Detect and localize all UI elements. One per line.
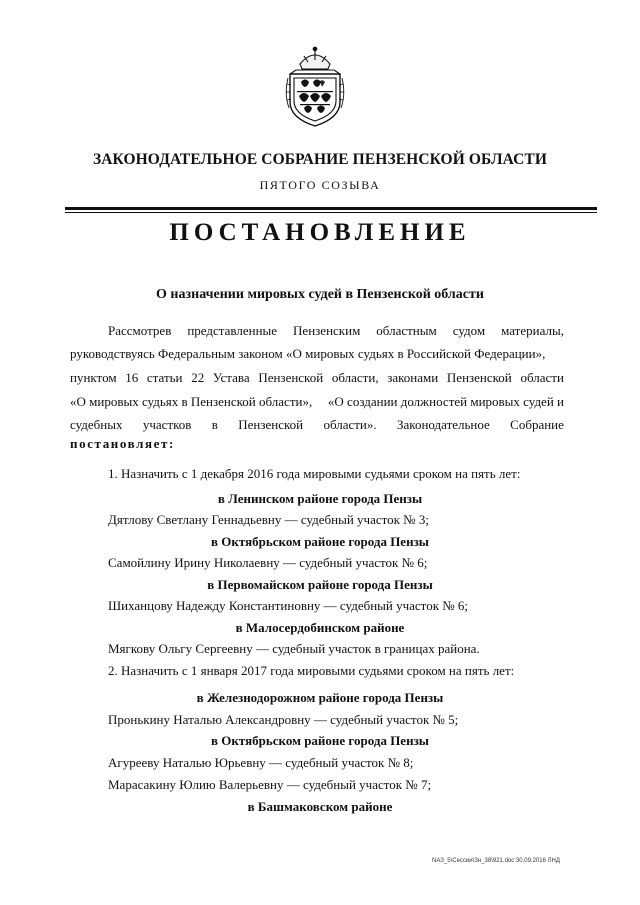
preamble-word: области: [520, 370, 564, 385]
preamble-word: участков: [142, 417, 192, 432]
preamble-word: Пензенским: [293, 323, 361, 338]
judge-appointment: Мягкову Ольгу Сергеевну — судебный участок в границах района.: [108, 641, 480, 656]
preamble-line-4: [70, 394, 564, 410]
preamble-word: Пензенской: [258, 370, 324, 385]
district-heading: в Октябрьском районе города Пензы: [211, 733, 429, 748]
district-heading: в Октябрьском районе города Пензы: [211, 534, 429, 549]
district-heading: в Малосердобинском районе: [235, 620, 405, 635]
preamble-word: представленные: [187, 323, 278, 338]
preamble-word: 16: [125, 370, 139, 385]
preamble-word: пунктом: [70, 370, 117, 385]
item-1-text: 1. Назначить с 1 декабря 2016 года мировыми судьями сроком на пять лет:: [108, 466, 521, 481]
preamble-segment: «О мировых судьях в Пензенской области»,: [70, 394, 313, 409]
document-type-title: ПОСТАНОВЛЕНИЕ: [169, 219, 471, 246]
preamble-word: 22: [191, 370, 205, 385]
preamble-word: судебных: [70, 417, 123, 432]
judge-appointment: Марасакину Юлию Валерьевну — судебный участок № 7;: [108, 777, 432, 792]
preamble-word: Устава: [212, 370, 250, 385]
preamble-segment: «О создании должностей мировых судей и: [327, 394, 564, 409]
district-heading: в Башмаковском районе: [247, 799, 393, 814]
organization-title: ЗАКОНОДАТЕЛЬНОЕ СОБРАНИЕ ПЕНЗЕНСКОЙ ОБЛАСТИ: [92, 151, 548, 168]
preamble-word: Пензенской: [238, 417, 304, 432]
header-divider: [65, 207, 597, 213]
preamble-word: в: [211, 417, 218, 432]
judge-appointment: Дятлову Светлану Геннадьевну — судебный участок № 3;: [108, 512, 429, 527]
convocation-label: ПЯТОГО СОЗЫВА: [259, 178, 381, 192]
district-heading: в Железнодорожном районе города Пензы: [196, 690, 444, 705]
resolves-keyword: постановляет:: [70, 436, 175, 451]
judge-appointment: Самойлину Ирину Николаевну — судебный участок № 6;: [108, 555, 428, 570]
preamble-word: Рассмотрев: [108, 323, 172, 338]
preamble-line-5: [70, 417, 564, 433]
document-subject: О назначении мировых судей в Пензенской области: [156, 287, 484, 302]
preamble-word: материалы,: [501, 323, 564, 338]
preamble-line-2: руководствуясь Федеральным законом «О мировых судьях в Российской Федерации»,: [70, 346, 546, 361]
judge-appointment: Шиханцову Надежду Константиновну — судебный участок № 6;: [108, 598, 469, 613]
file-path-footer: NАЗ_5\Сессии\Зн_38\921.doc 30.09.2016 ЛНД: [432, 858, 560, 864]
preamble-word: статьи: [146, 370, 183, 385]
preamble-word: Пензенской: [446, 370, 512, 385]
judge-appointment: Агурееву Наталью Юрьевну — судебный участок № 8;: [108, 755, 414, 770]
district-heading: в Ленинском районе города Пензы: [217, 491, 423, 506]
preamble-word: областным: [376, 323, 437, 338]
district-heading: в Первомайском районе города Пензы: [207, 577, 433, 592]
preamble-word: законами: [387, 370, 439, 385]
preamble-word: области».: [323, 417, 377, 432]
coat-of-arms-icon: [284, 44, 346, 128]
preamble-word: Собрание: [510, 417, 564, 432]
item-2-text: 2. Назначить с 1 января 2017 года мировыми судьями сроком на пять лет:: [108, 663, 515, 678]
preamble-word: Законодательное: [397, 417, 490, 432]
judge-appointment: Пронькину Наталью Александровну — судебный участок № 5;: [108, 712, 459, 727]
preamble-line-3: [70, 370, 564, 386]
preamble-line-1: [108, 323, 564, 339]
preamble-word: области,: [331, 370, 379, 385]
preamble-word: судом: [452, 323, 486, 338]
